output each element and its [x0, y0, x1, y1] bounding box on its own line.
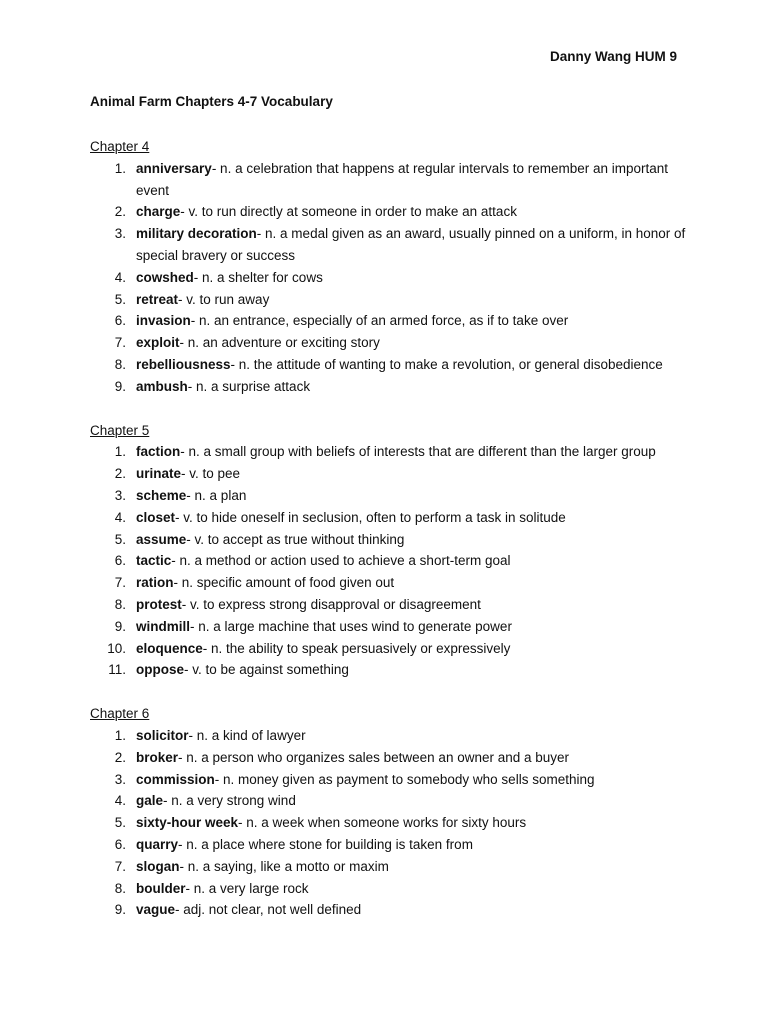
vocab-item — [90, 201, 690, 223]
vocab-number: 5. — [114, 815, 126, 831]
vocab-item — [90, 310, 690, 332]
vocab-item — [90, 725, 690, 747]
vocab-number: 8. — [114, 356, 126, 372]
vocab-item — [90, 441, 690, 463]
vocab-term: sixty-hour week — [136, 815, 239, 831]
vocab-definition: - n. specific amount of food given out — [173, 575, 395, 591]
vocab-item — [90, 223, 690, 267]
vocab-number: 7. — [114, 858, 126, 874]
vocab-item — [90, 638, 690, 660]
vocab-number: 4. — [114, 269, 126, 285]
vocab-number: 2. — [114, 204, 126, 220]
vocab-term: assume — [136, 531, 187, 547]
vocab-definition: - n. a method or action used to achieve a short-term goal — [171, 553, 511, 569]
vocab-term: gale — [136, 793, 164, 809]
vocab-item — [90, 289, 690, 311]
vocab-number: 3. — [114, 226, 126, 242]
vocab-term: slogan — [136, 858, 180, 874]
vocab-item — [90, 856, 690, 878]
vocab-number: 6. — [114, 836, 126, 852]
vocab-term: broker — [136, 749, 179, 765]
vocab-number: 9. — [114, 378, 126, 394]
vocab-definition: - v. to run directly at someone in order to make an attack — [180, 204, 517, 220]
vocab-definition: - n. a person who organizes sales between an owner and a buyer — [178, 749, 570, 765]
vocab-definition: - n. a large machine that uses wind to generate power — [190, 618, 512, 634]
vocab-term: windmill — [136, 618, 190, 634]
vocab-definition: - v. to hide oneself in seclusion, often to perform a task in solitude — [175, 509, 566, 525]
vocab-term: exploit — [136, 335, 180, 351]
vocab-definition: - n. a shelter for cows — [193, 269, 323, 285]
vocab-item — [90, 899, 690, 921]
vocab-definition: - n. a saying, like a motto or maxim — [179, 858, 389, 874]
vocab-item — [90, 747, 690, 769]
vocab-item — [90, 572, 690, 594]
vocab-list — [90, 158, 690, 398]
document-title: Animal Farm Chapters 4-7 Vocabulary — [90, 94, 333, 109]
vocab-term: protest — [136, 596, 182, 612]
vocab-term: eloquence — [136, 640, 203, 656]
vocab-definition: - n. a celebration that happens at regular intervals to remember an important event — [136, 160, 669, 198]
vocab-term: quarry — [136, 836, 179, 852]
vocab-term: vague — [136, 902, 176, 918]
vocab-definition: - adj. not clear, not well defined — [175, 902, 362, 918]
vocab-definition: - v. to accept as true without thinking — [186, 531, 405, 547]
vocab-term: oppose — [136, 662, 185, 678]
vocab-list — [90, 441, 690, 681]
vocab-number: 7. — [114, 575, 126, 591]
vocab-definition: - v. to run away — [178, 291, 270, 307]
vocab-item — [90, 485, 690, 507]
vocab-term: faction — [136, 444, 181, 460]
vocab-definition: - n. an entrance, especially of an armed force, as if to take over — [190, 313, 569, 329]
vocab-number: 5. — [114, 531, 126, 547]
vocab-item — [90, 507, 690, 529]
vocab-term: urinate — [136, 466, 182, 482]
vocab-item — [90, 769, 690, 791]
chapter-heading: Chapter 6 — [90, 706, 150, 722]
vocab-definition: - n. the attitude of wanting to make a revolution, or general disobedience — [230, 356, 663, 372]
vocab-definition: - v. to be against something — [184, 662, 349, 678]
vocab-number: 8. — [114, 596, 126, 612]
vocab-item — [90, 878, 690, 900]
vocab-definition: - n. a plan — [186, 487, 247, 503]
vocab-item — [90, 463, 690, 485]
vocab-definition: - n. a kind of lawyer — [188, 727, 306, 743]
vocab-definition: - v. to pee — [181, 466, 241, 482]
vocab-definition: - v. to express strong disapproval or disagreement — [181, 596, 481, 612]
vocab-term: invasion — [136, 313, 191, 329]
chapter-sections — [90, 136, 690, 943]
vocab-number: 9. — [114, 902, 126, 918]
vocab-number: 9. — [114, 618, 126, 634]
chapter-section-6 — [90, 703, 690, 921]
vocab-item — [90, 550, 690, 572]
vocab-term: commission — [136, 771, 215, 787]
vocab-term: ambush — [136, 378, 188, 394]
vocab-term: ration — [136, 575, 174, 591]
vocab-definition: - n. a very strong wind — [163, 793, 296, 809]
vocab-number: 7. — [114, 335, 126, 351]
vocab-item — [90, 659, 690, 681]
chapter-heading: Chapter 5 — [90, 422, 150, 438]
vocab-number: 4. — [114, 793, 126, 809]
vocab-item — [90, 529, 690, 551]
vocab-number: 6. — [114, 313, 126, 329]
vocab-item — [90, 354, 690, 376]
vocab-term: solicitor — [136, 727, 189, 743]
vocab-term: anniversary — [136, 160, 212, 176]
vocab-definition: - n. a place where stone for building is taken from — [178, 836, 473, 852]
vocab-number: 1. — [114, 444, 126, 460]
vocab-number: 2. — [114, 466, 126, 482]
chapter-heading: Chapter 4 — [90, 139, 150, 154]
vocab-number: 10. — [107, 640, 126, 656]
chapter-section-4 — [90, 136, 690, 398]
vocab-number: 6. — [114, 553, 126, 569]
vocab-item — [90, 812, 690, 834]
vocab-item — [90, 790, 690, 812]
vocab-number: 5. — [114, 291, 126, 307]
vocab-item — [90, 332, 690, 354]
vocab-number: 4. — [114, 509, 126, 525]
vocab-number: 3. — [114, 771, 126, 787]
vocab-term: military decoration — [136, 226, 257, 242]
vocab-definition: - n. a week when someone works for sixty hours — [238, 815, 527, 831]
vocab-definition: - n. a small group with beliefs of interests that are different than the larger group — [180, 444, 656, 460]
vocab-term: cowshed — [136, 269, 194, 285]
vocab-item — [90, 158, 690, 202]
vocab-term: rebelliousness — [136, 356, 231, 372]
vocab-term: closet — [136, 509, 176, 525]
vocab-term: scheme — [136, 487, 187, 503]
vocab-definition: - n. a very large rock — [185, 880, 309, 896]
vocab-definition: - n. money given as payment to somebody who sells something — [214, 771, 595, 787]
vocab-number: 3. — [114, 487, 126, 503]
vocab-definition: - n. an adventure or exciting story — [179, 335, 380, 351]
vocab-number: 2. — [114, 749, 126, 765]
vocab-item — [90, 594, 690, 616]
vocab-number: 1. — [114, 727, 126, 743]
vocab-number: 8. — [114, 880, 126, 896]
vocab-number: 1. — [114, 160, 126, 176]
vocab-list — [90, 725, 690, 921]
vocab-term: boulder — [136, 880, 186, 896]
vocab-term: tactic — [136, 553, 172, 569]
vocab-item — [90, 267, 690, 289]
vocab-number: 11. — [108, 662, 126, 678]
vocab-term: retreat — [136, 291, 179, 307]
author-class-header: Danny Wang HUM 9 — [549, 49, 677, 64]
vocab-item — [90, 376, 690, 398]
vocab-definition: - n. the ability to speak persuasively or expressively — [202, 640, 511, 656]
vocab-item — [90, 834, 690, 856]
vocab-term: charge — [136, 204, 181, 220]
vocab-item — [90, 616, 690, 638]
chapter-section-5 — [90, 420, 690, 682]
vocab-definition: - n. a surprise attack — [187, 378, 311, 394]
vocab-definition: - n. a medal given as an award, usually pinned on a uniform, in honor of special bravery or success — [136, 226, 686, 263]
